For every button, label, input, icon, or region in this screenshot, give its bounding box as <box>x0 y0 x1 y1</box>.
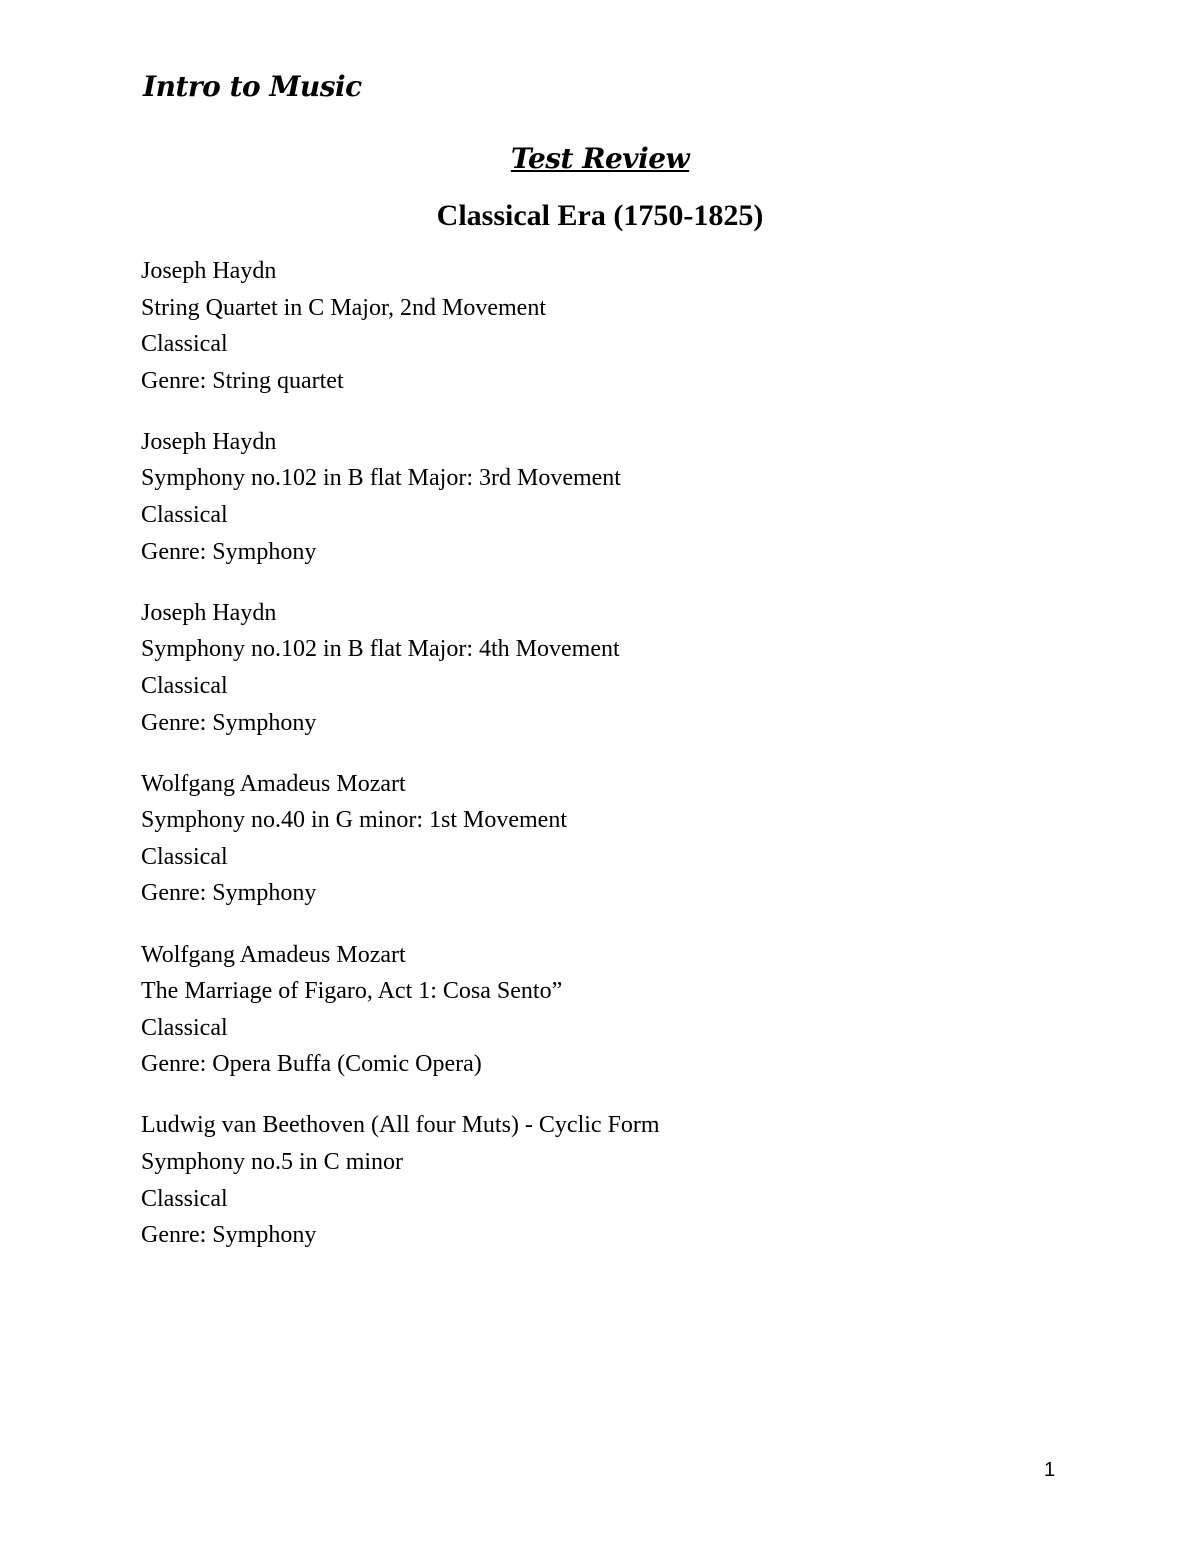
list-item <box>141 766 1141 912</box>
section-heading: Classical Era (1750-1825) <box>436 199 764 232</box>
composer-name: Wolfgang Amadeus Mozart <box>141 941 406 968</box>
era-label: Classical <box>141 331 228 358</box>
work-title: The Marriage of Figaro, Act 1: Cosa Sento” <box>141 978 563 1005</box>
era-label: Classical <box>141 672 228 699</box>
genre-label: Genre: String quartet <box>141 367 344 394</box>
composer-name: Joseph Haydn <box>141 428 277 455</box>
list-item <box>141 253 1141 399</box>
work-title: Symphony no.102 in B flat Major: 3rd Movement <box>141 465 621 492</box>
works-list <box>141 253 1141 1278</box>
course-title: Intro to Music <box>143 70 362 103</box>
genre-label: Genre: Symphony <box>141 880 317 907</box>
work-title: Symphony no.40 in G minor: 1st Movement <box>141 807 567 834</box>
era-label: Classical <box>141 1185 228 1212</box>
document-title: Test Review <box>510 142 690 175</box>
composer-name: Ludwig van Beethoven (All four Muts) - Cyclic Form <box>141 1112 660 1139</box>
genre-label: Genre: Symphony <box>141 1222 317 1249</box>
page-number: 1 <box>1044 1459 1056 1481</box>
era-label: Classical <box>141 502 228 529</box>
list-item <box>141 595 1141 741</box>
composer-name: Joseph Haydn <box>141 599 277 626</box>
era-label: Classical <box>141 1014 228 1041</box>
list-item <box>141 424 1141 570</box>
era-label: Classical <box>141 843 228 870</box>
composer-name: Wolfgang Amadeus Mozart <box>141 770 406 797</box>
genre-label: Genre: Opera Buffa (Comic Opera) <box>141 1051 482 1078</box>
composer-name: Joseph Haydn <box>141 258 277 284</box>
list-item <box>141 937 1141 1083</box>
genre-label: Genre: Symphony <box>141 538 317 565</box>
genre-label: Genre: Symphony <box>141 709 317 736</box>
work-title: Symphony no.102 in B flat Major: 4th Movement <box>141 636 620 663</box>
work-title: String Quartet in C Major, 2nd Movement <box>141 294 546 321</box>
list-item <box>141 1107 1141 1253</box>
work-title: Symphony no.5 in C minor <box>141 1148 404 1175</box>
